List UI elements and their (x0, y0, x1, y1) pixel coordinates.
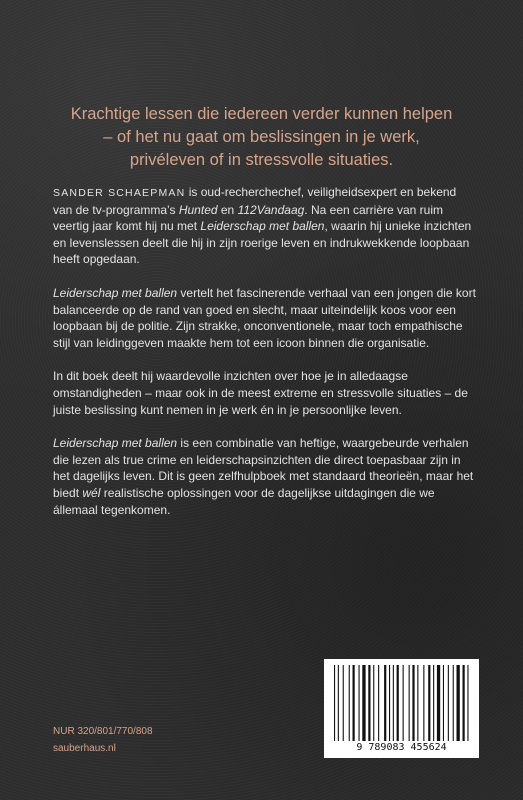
paragraph-author-text-1: is oud-recherchechef, veiligheidsexpert en bekend van de tv-programma’s (53, 185, 457, 217)
tagline-line-2: – of het nu gaat om beslissingen in je werk, (103, 128, 420, 146)
show-title-112vandaag: 112Vandaag (237, 202, 305, 217)
book-title: Leiderschap met ballen (200, 219, 325, 234)
paragraph-author-text-3: . Na een carrière van ruim veertig jaar komt hij nu met (53, 202, 444, 234)
paragraph-story-text: vertelt het fascinerende verhaal van een jongen die kort balanceerde op de rand van goed en slecht, maar uiteindelijk koos voor een loopbaan bij de politie. Zijn strakke, onconventionele, maar toch empathische stijl van leidinggeven maakte hem tot een icoon binnen die organisatie. (53, 285, 476, 350)
paragraph-insights-text: In dit boek deelt hij waardevolle inzichten over hoe je in alledaagse omstandigheden – maar ook in de meest extreme en stressvolle situaties – de juiste beslissing kunt nemen in je werk én in je persoonlijke leven. (53, 369, 468, 417)
book-title: Leiderschap met ballen (53, 285, 178, 300)
isbn-barcode (324, 659, 479, 758)
isbn-number: 9 789083 455624 (356, 742, 447, 753)
paragraph-author-text-4: , waarin hij unieke inzichten en levenslessen deelt die hij in zijn roerige leven en indrukwekkende loopbaan heeft opgedaan. (53, 219, 472, 267)
paragraph-insights (53, 368, 478, 418)
author-name: SANDER SCHAEPMAN (53, 187, 186, 199)
blurb (53, 184, 478, 535)
show-title-hunted: Hunted (178, 202, 218, 217)
paragraph-combination (53, 435, 478, 518)
emphasis-wel: wél (82, 485, 101, 500)
paragraph-combination-text-2: realistische oplossingen voor de dagelijkse uitdagingen die we állemaal tegenkomen. (53, 485, 435, 517)
tagline-line-1: Krachtige lessen die iedereen verder kunnen helpen (70, 105, 453, 123)
barcode-icon (328, 665, 475, 741)
tagline (40, 103, 483, 172)
publisher-website: sauberhaus.nl (53, 743, 116, 754)
tagline-line-3: privéleven of in stressvolle situaties. (129, 151, 394, 169)
book-title: Leiderschap met ballen (53, 436, 178, 451)
publisher-info (53, 723, 153, 757)
paragraph-author-text-2: en (217, 202, 238, 217)
paragraph-author (53, 184, 478, 268)
paragraph-story (53, 285, 478, 351)
nur-code: NUR 320/801/770/808 (53, 726, 153, 737)
paragraph-combination-text-1: is een combinatie van heftige, waargebeurde verhalen die lezen als true crime en leiderschapsinzichten die direct toepasbaar zijn in het dagelijks leven. Dit is geen zelfhulpboek met standaard theorieën, maar het biedt (53, 436, 474, 500)
